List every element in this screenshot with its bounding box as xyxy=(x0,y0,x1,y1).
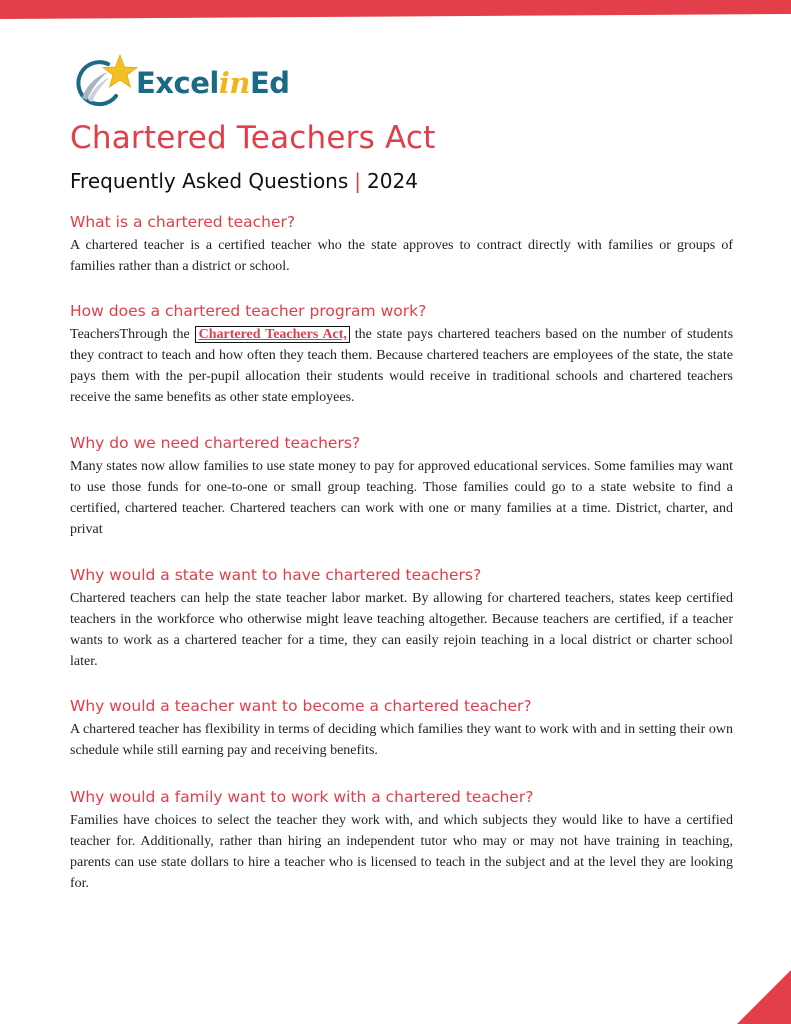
page-title: Chartered Teachers Act xyxy=(70,120,436,156)
faq-item xyxy=(70,565,733,672)
top-decorative-band xyxy=(0,0,791,20)
answer-prefix: TeachersThrough the xyxy=(70,327,190,342)
subtitle-text: Frequently Asked Questions xyxy=(70,169,349,193)
faq-question: Why would a family want to work with a chartered teacher? xyxy=(70,788,534,806)
faq-answer: A chartered teacher is a certified teacher who the state approves to contract directly with families or groups of families rather than a district or school. xyxy=(70,238,733,274)
faq-item xyxy=(70,787,733,894)
page-subtitle xyxy=(70,169,418,193)
faq-item xyxy=(70,212,733,277)
logo-wordmark: ExcelinEd xyxy=(136,66,290,100)
faq-answer: A chartered teacher has flexibility in terms of deciding which families they want to work with and in setting their own schedule while still earning pay and receiving benefits. xyxy=(70,722,733,758)
faq-question: Why would a teacher want to become a chartered teacher? xyxy=(70,697,532,715)
star-swoosh-logo-icon xyxy=(70,52,138,110)
faq-item xyxy=(70,696,733,761)
answer-suffix: the state pays chartered teachers based on the number of students they contract to teach and how often they teach them. Because chartered teachers are employees of the state, the state pays them with the per-pupil allocation their students would receive in traditional schools and chartered teachers receive the same benefits as other state employees. xyxy=(70,327,734,405)
faq-question: How does a chartered teacher program work? xyxy=(70,302,427,320)
faq-question: What is a chartered teacher? xyxy=(70,213,296,231)
excelined-logo xyxy=(70,52,290,110)
faq-item xyxy=(70,433,733,540)
faq-answer xyxy=(70,324,733,408)
subtitle-separator: | xyxy=(354,169,362,193)
chartered-teachers-act-link[interactable]: Chartered Teachers Act, xyxy=(195,326,350,343)
faq-answer: Many states now allow families to use state money to pay for approved educational services. Some families may want to use those funds for one-to-one or small group teaching. Those families could go to a state website to find a certified, chartered teacher. Chartered teachers can work with one or many families at a time. District, charter, and privat xyxy=(70,459,733,537)
corner-decorative-triangle xyxy=(737,970,791,1024)
faq-question: Why would a state want to have chartered teachers? xyxy=(70,566,482,584)
faq-answer: Families have choices to select the teacher they work with, and which subjects they would like to have a certified teacher for. Additionally, rather than hiring an independent tutor who may or may not have training in teaching, parents can use state dollars to hire a teacher who is licensed to teach in the subject and at the level they are looking for. xyxy=(70,813,733,891)
faq-answer: Chartered teachers can help the state teacher labor market. By allowing for chartered teachers, states keep certified teachers in the workforce who otherwise might leave teaching altogether. Because teachers are certified, if a teacher wants to work as a chartered teacher for a time, they can easily rejoin teaching in a local district or charter school later. xyxy=(70,591,733,669)
faq-question: Why do we need chartered teachers? xyxy=(70,434,361,452)
subtitle-year: 2024 xyxy=(367,169,418,193)
faq-item xyxy=(70,301,733,408)
